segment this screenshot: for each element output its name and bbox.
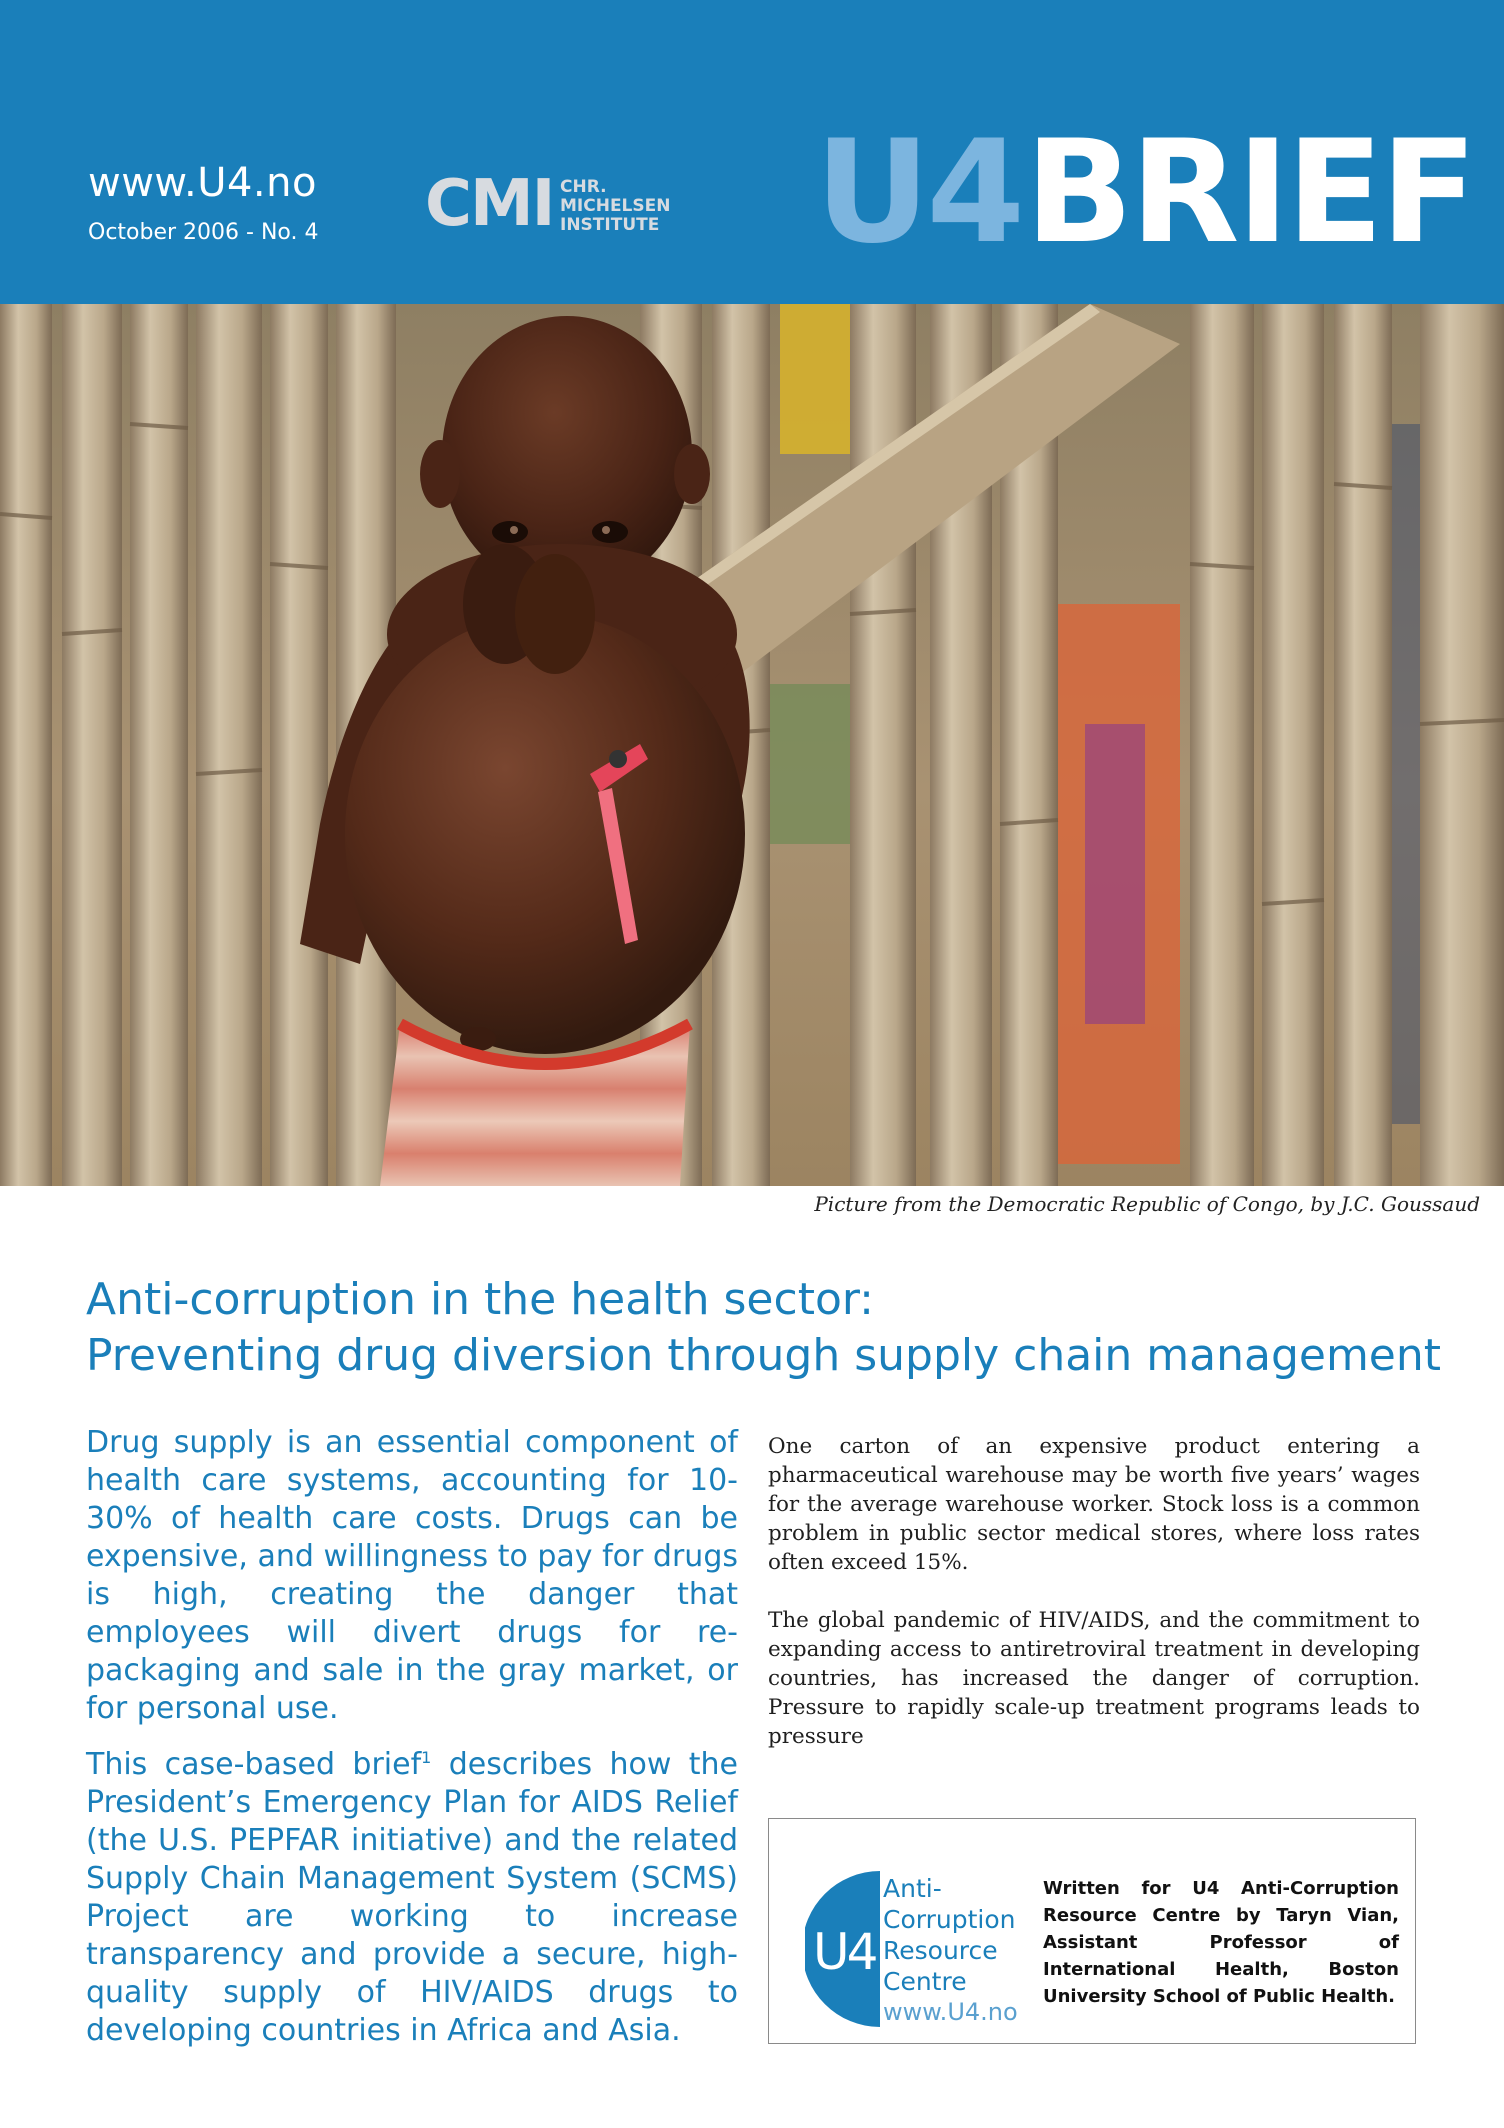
- u4-mark: U4: [815, 110, 1022, 275]
- rc-line-4: Centre: [883, 1967, 967, 1996]
- body-column: [768, 1432, 1420, 1780]
- rc-line-3: Resource: [883, 1936, 998, 1965]
- lead-paragraph-2: [86, 1746, 738, 2050]
- brief-mark: BRIEF: [1025, 110, 1475, 275]
- site-url[interactable]: www.U4.no: [88, 160, 317, 206]
- resource-centre-name: [883, 1873, 1018, 2028]
- footnote-ref[interactable]: 1: [421, 1748, 432, 1767]
- rc-line-2: Corruption: [883, 1905, 1016, 1934]
- body-paragraph-1: One carton of an expensive product entering a pharmaceutical warehouse may be worth five years’ wages for the average warehouse worker. Stock loss is a common problem in public sector medical stores, where loss rates often exceed 15%.: [768, 1434, 1420, 1575]
- body-paragraph-2: The global pandemic of HIV/AIDS, and the commitment to expanding access to antiretroviral treatment in developing countries, has increased the danger of corruption. Pressure to rapidly scale-up treatment programs leads to pressure: [768, 1608, 1420, 1749]
- author-box: [768, 1818, 1416, 2044]
- title-line-2: Preventing drug diversion through supply chain management: [86, 1330, 1442, 1381]
- issue-date: October 2006 - No. 4: [88, 220, 319, 245]
- cover-photo: [0, 304, 1504, 1186]
- cmi-institute-name: [560, 178, 670, 235]
- cmi-line-3: INSTITUTE: [560, 215, 660, 235]
- fence-poles: [0, 304, 1504, 1186]
- lead-p2-start: This case-based brief: [86, 1747, 422, 1782]
- header-band: [0, 0, 1504, 304]
- article-title: [86, 1272, 1466, 1384]
- photo-caption: Picture from the Democratic Republic of Congo, by J.C. Goussaud: [814, 1192, 1480, 1216]
- title-line-1: Anti-corruption in the health sector:: [86, 1274, 875, 1325]
- lead-paragraph-1: Drug supply is an essential component of health care systems, accounting for 10-30% of health care costs. Drugs can be expensive, and willingness to pay for drugs is high, creating the danger that employees will divert drugs for re-packaging and sale in the gray market, or for personal use.: [86, 1425, 738, 1726]
- lead-column: [86, 1424, 738, 2068]
- u4-logo-mark: U4: [813, 1923, 876, 1981]
- cmi-mark: CMI: [425, 167, 554, 241]
- lead-p2-rest: describes how the President’s Emergency Plan for AIDS Relief (the U.S. PEPFAR initiative) and the related Supply Chain Management System (SCMS) Project are working to increase transparency and provide a secure, high-quality supply of HIV/AIDS drugs to developing countries in Africa and Asia.: [86, 1747, 739, 2048]
- child-behind-fence-image: [0, 304, 1504, 1186]
- cmi-line-2: MICHELSEN: [560, 196, 671, 216]
- rc-line-1: Anti-: [883, 1874, 942, 1903]
- cmi-line-1: CHR.: [560, 177, 607, 197]
- rc-url[interactable]: www.U4.no: [883, 1998, 1018, 2026]
- author-credit: Written for U4 Anti-Corruption Resource Centre by Taryn Vian, Assistant Professor of International Health, Boston University School of Public Health.: [1043, 1878, 1399, 2007]
